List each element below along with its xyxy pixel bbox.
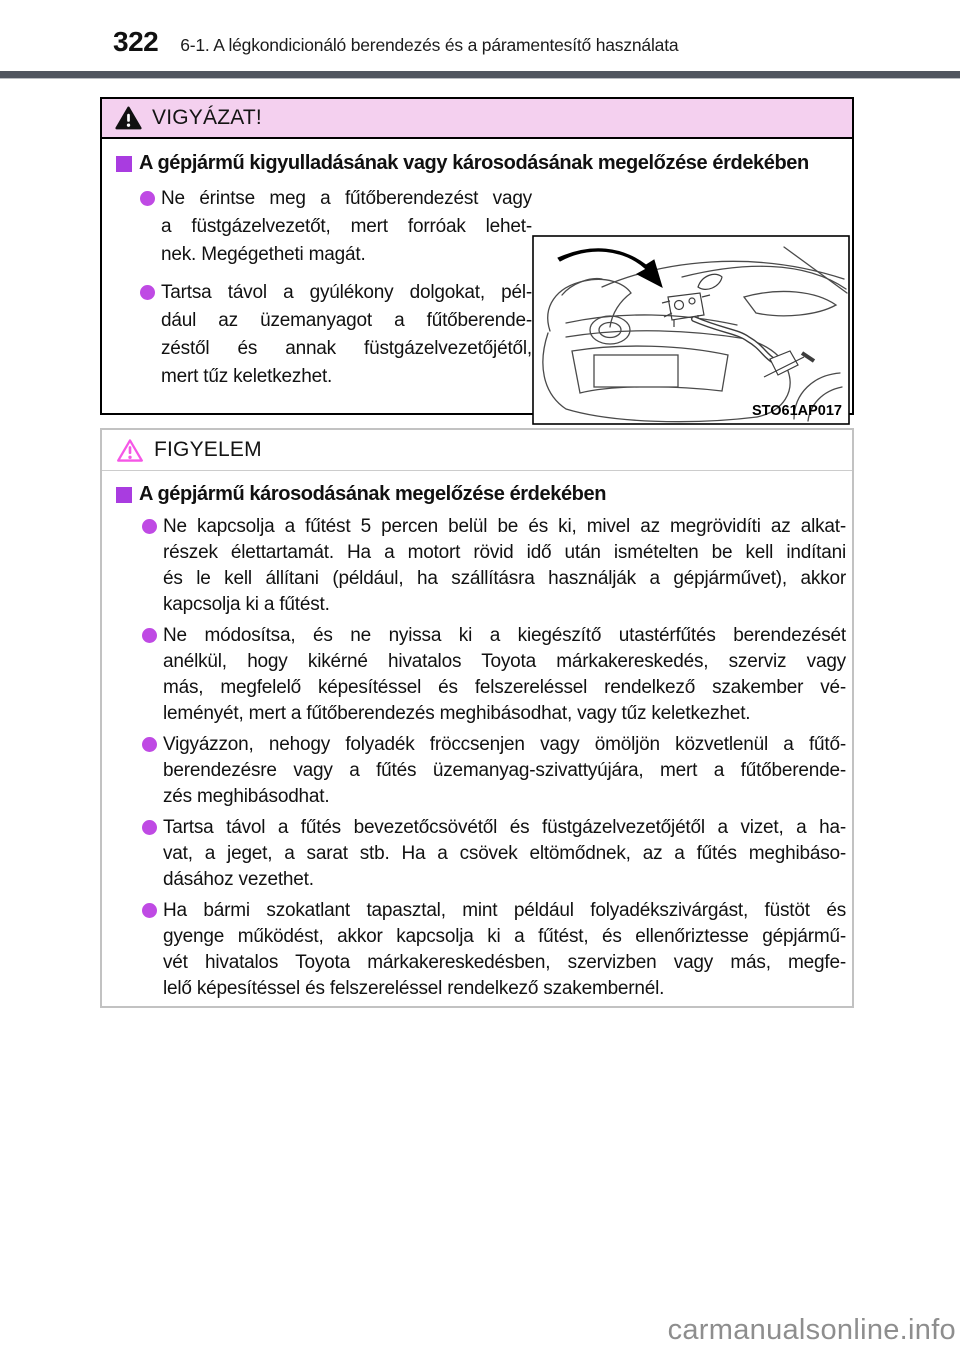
warning-heading-text: A gépjármű kigyulladásának vagy károsodásának megelőzése érdekében	[139, 152, 809, 174]
text-line: és le kell állítani (például, ha szállításra használják a gépjárművet), akkor	[163, 568, 846, 589]
text-line: Vigyázzon, nehogy folyadék fröccsenjen vagy ömöljön közvetlenül a fűtő-	[163, 734, 846, 755]
text-line: zéstől és annak füstgázelvezetőjétől,	[161, 338, 532, 359]
dot-bullet-icon	[142, 519, 157, 534]
watermark: carmanualsonline.info	[667, 1314, 956, 1346]
caution-bullet-list	[142, 514, 846, 1002]
header-rule	[0, 71, 960, 79]
figure-label: STO61AP017	[751, 403, 842, 419]
warning-triangle-icon	[115, 106, 142, 130]
square-bullet-icon	[116, 487, 132, 503]
list-item	[140, 279, 532, 391]
list-item	[142, 815, 846, 893]
car-illustration	[532, 235, 850, 425]
warning-bullet-list	[140, 185, 532, 391]
page-number: 322	[113, 26, 159, 57]
warning-box	[100, 97, 854, 419]
dot-bullet-icon	[142, 820, 157, 835]
list-item	[140, 185, 532, 269]
text-line: a füstgázelvezetőt, mert forróak lehet-	[161, 216, 532, 237]
list-item	[142, 514, 846, 618]
dot-bullet-icon	[140, 191, 155, 206]
warning-box-header	[102, 99, 852, 139]
text-line: dásához vezethet.	[163, 869, 314, 890]
warning-box-body	[102, 139, 852, 419]
caution-heading-text: A gépjármű károsodásának megelőzése érdekében	[139, 483, 607, 505]
list-item	[142, 898, 846, 1002]
text-line: leményét, mert a fűtőberendezés meghibásodhat, vagy tűz keletkezhet.	[163, 703, 751, 724]
page-header	[113, 26, 678, 58]
text-line: Tartsa távol a gyúlékony dolgokat, pél-	[161, 282, 532, 303]
text-line: mert tűz keletkezhet.	[161, 366, 333, 387]
text-line: más, megfelelő képesítéssel és felszereléssel rendelkező szakember vé-	[163, 677, 846, 698]
text-line: lelő képesítéssel és felszereléssel rendelkező szakembernél.	[163, 978, 665, 999]
caution-box	[100, 428, 854, 1008]
text-line: kapcsolja ki a fűtést.	[163, 594, 330, 615]
text-line: berendezésre vagy a fűtés üzemanyag-szivattyújára, mert a fűtőberende-	[163, 760, 846, 781]
dot-bullet-icon	[142, 903, 157, 918]
dot-bullet-icon	[142, 628, 157, 643]
text-line: zés meghibásodhat.	[163, 786, 330, 807]
text-line: dául az üzemanyagot a fűtőberende-	[161, 310, 532, 331]
square-bullet-icon	[116, 156, 132, 172]
list-item	[142, 732, 846, 810]
warning-title: VIGYÁZAT!	[152, 106, 262, 129]
dot-bullet-icon	[142, 737, 157, 752]
dot-bullet-icon	[140, 285, 155, 300]
text-line: Ne módosítsa, és ne nyissa ki a kiegészítő utastérfűtés berendezését	[163, 625, 846, 646]
text-line: vét hivatalos Toyota márkakereskedésben, szervizben vagy más, megfe-	[163, 952, 846, 973]
caution-title: FIGYELEM	[154, 438, 262, 461]
text-line: Ha bármi szokatlant tapasztal, mint például folyadékszivárgást, füstöt és	[163, 900, 846, 921]
text-line: Tartsa távol a fűtés bevezetőcsövétől és füstgázelvezetőjétől a vizet, a ha-	[163, 817, 846, 838]
caution-heading	[116, 483, 842, 506]
car-front-line-art	[532, 235, 850, 425]
text-line: gyenge működést, akkor kapcsolja ki a fűtést, és ellenőriztesse gépjármű-	[163, 926, 846, 947]
section-title: 6-1. A légkondicionáló berendezés és a páramentesítő használata	[180, 35, 679, 55]
text-line: nek. Megégetheti magát.	[161, 244, 366, 265]
list-item	[142, 623, 846, 727]
warning-heading	[116, 152, 842, 175]
caution-triangle-icon	[116, 438, 144, 463]
text-line: Ne kapcsolja a fűtést 5 percen belül be és ki, mivel az megrövidíti az alkat-	[163, 516, 846, 537]
text-line: Ne érintse meg a fűtőberendezést vagy	[161, 188, 532, 209]
text-line: részek élettartamát. Ha a motort rövid idő után ismételten be kell indítani	[163, 542, 846, 563]
text-line: anélkül, hogy kikérné hivatalos Toyota márkakereskedés, szerviz vagy	[163, 651, 846, 672]
text-line: vat, a jeget, a sarat stb. Ha a csövek eltömődnek, az a fűtés meghibáso-	[163, 843, 846, 864]
caution-box-header	[102, 430, 852, 471]
